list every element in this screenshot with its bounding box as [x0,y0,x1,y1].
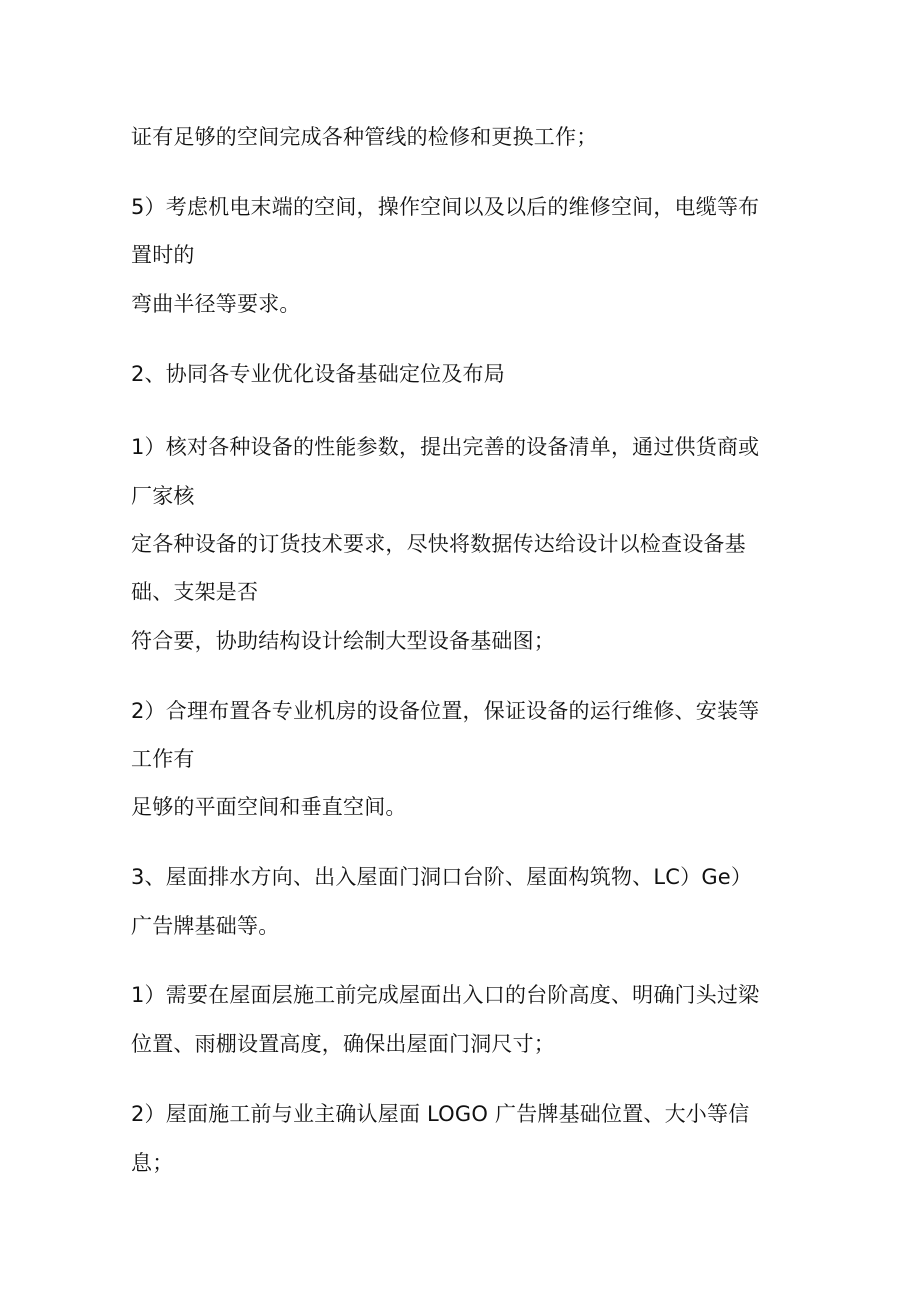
text-line: 证有足够的空间完成各种管线的检修和更换工作； [131,125,598,149]
text-line: 位置、雨棚设置高度，确保出屋面门洞尺寸； [131,1032,555,1056]
text-line: 弯曲半径等要求。 [131,292,301,316]
text-line: 定各种设备的订货技术要求，尽快将数据传达给设计以检查设备基 [131,532,746,556]
text-line: 5）考虑机电末端的空间，操作空间以及以后的维修空间，电缆等布 [131,195,760,219]
text-line: 础、支架是否 [131,580,259,604]
text-line: 1）核对各种设备的性能参数，提出完善的设备清单，通过供货商或 [131,435,760,459]
text-line: 1）需要在屋面层施工前完成屋面出入口的台阶高度、明确门头过梁 [131,983,760,1007]
text-line: 厂家核 [131,484,195,508]
text-line: 置时的 [131,243,195,267]
text-line: 息； [131,1151,174,1175]
section-heading: 3、屋面排水方向、出入屋面门洞口台阶、屋面构筑物、LC）Ge） [131,865,753,889]
text-line: 2）合理布置各专业机房的设备位置，保证设备的运行维修、安装等 [131,699,760,723]
section-heading: 2、协同各专业优化设备基础定位及布局 [131,362,505,386]
text-line: 2）屋面施工前与业主确认屋面 LOGO 广告牌基础位置、大小等信 [131,1102,750,1126]
text-line: 符合要，协助结构设计绘制大型设备基础图； [131,629,555,653]
text-line: 广告牌基础等。 [131,914,280,938]
text-line: 工作有 [131,747,195,771]
text-line: 足够的平面空间和垂直空间。 [131,795,407,819]
